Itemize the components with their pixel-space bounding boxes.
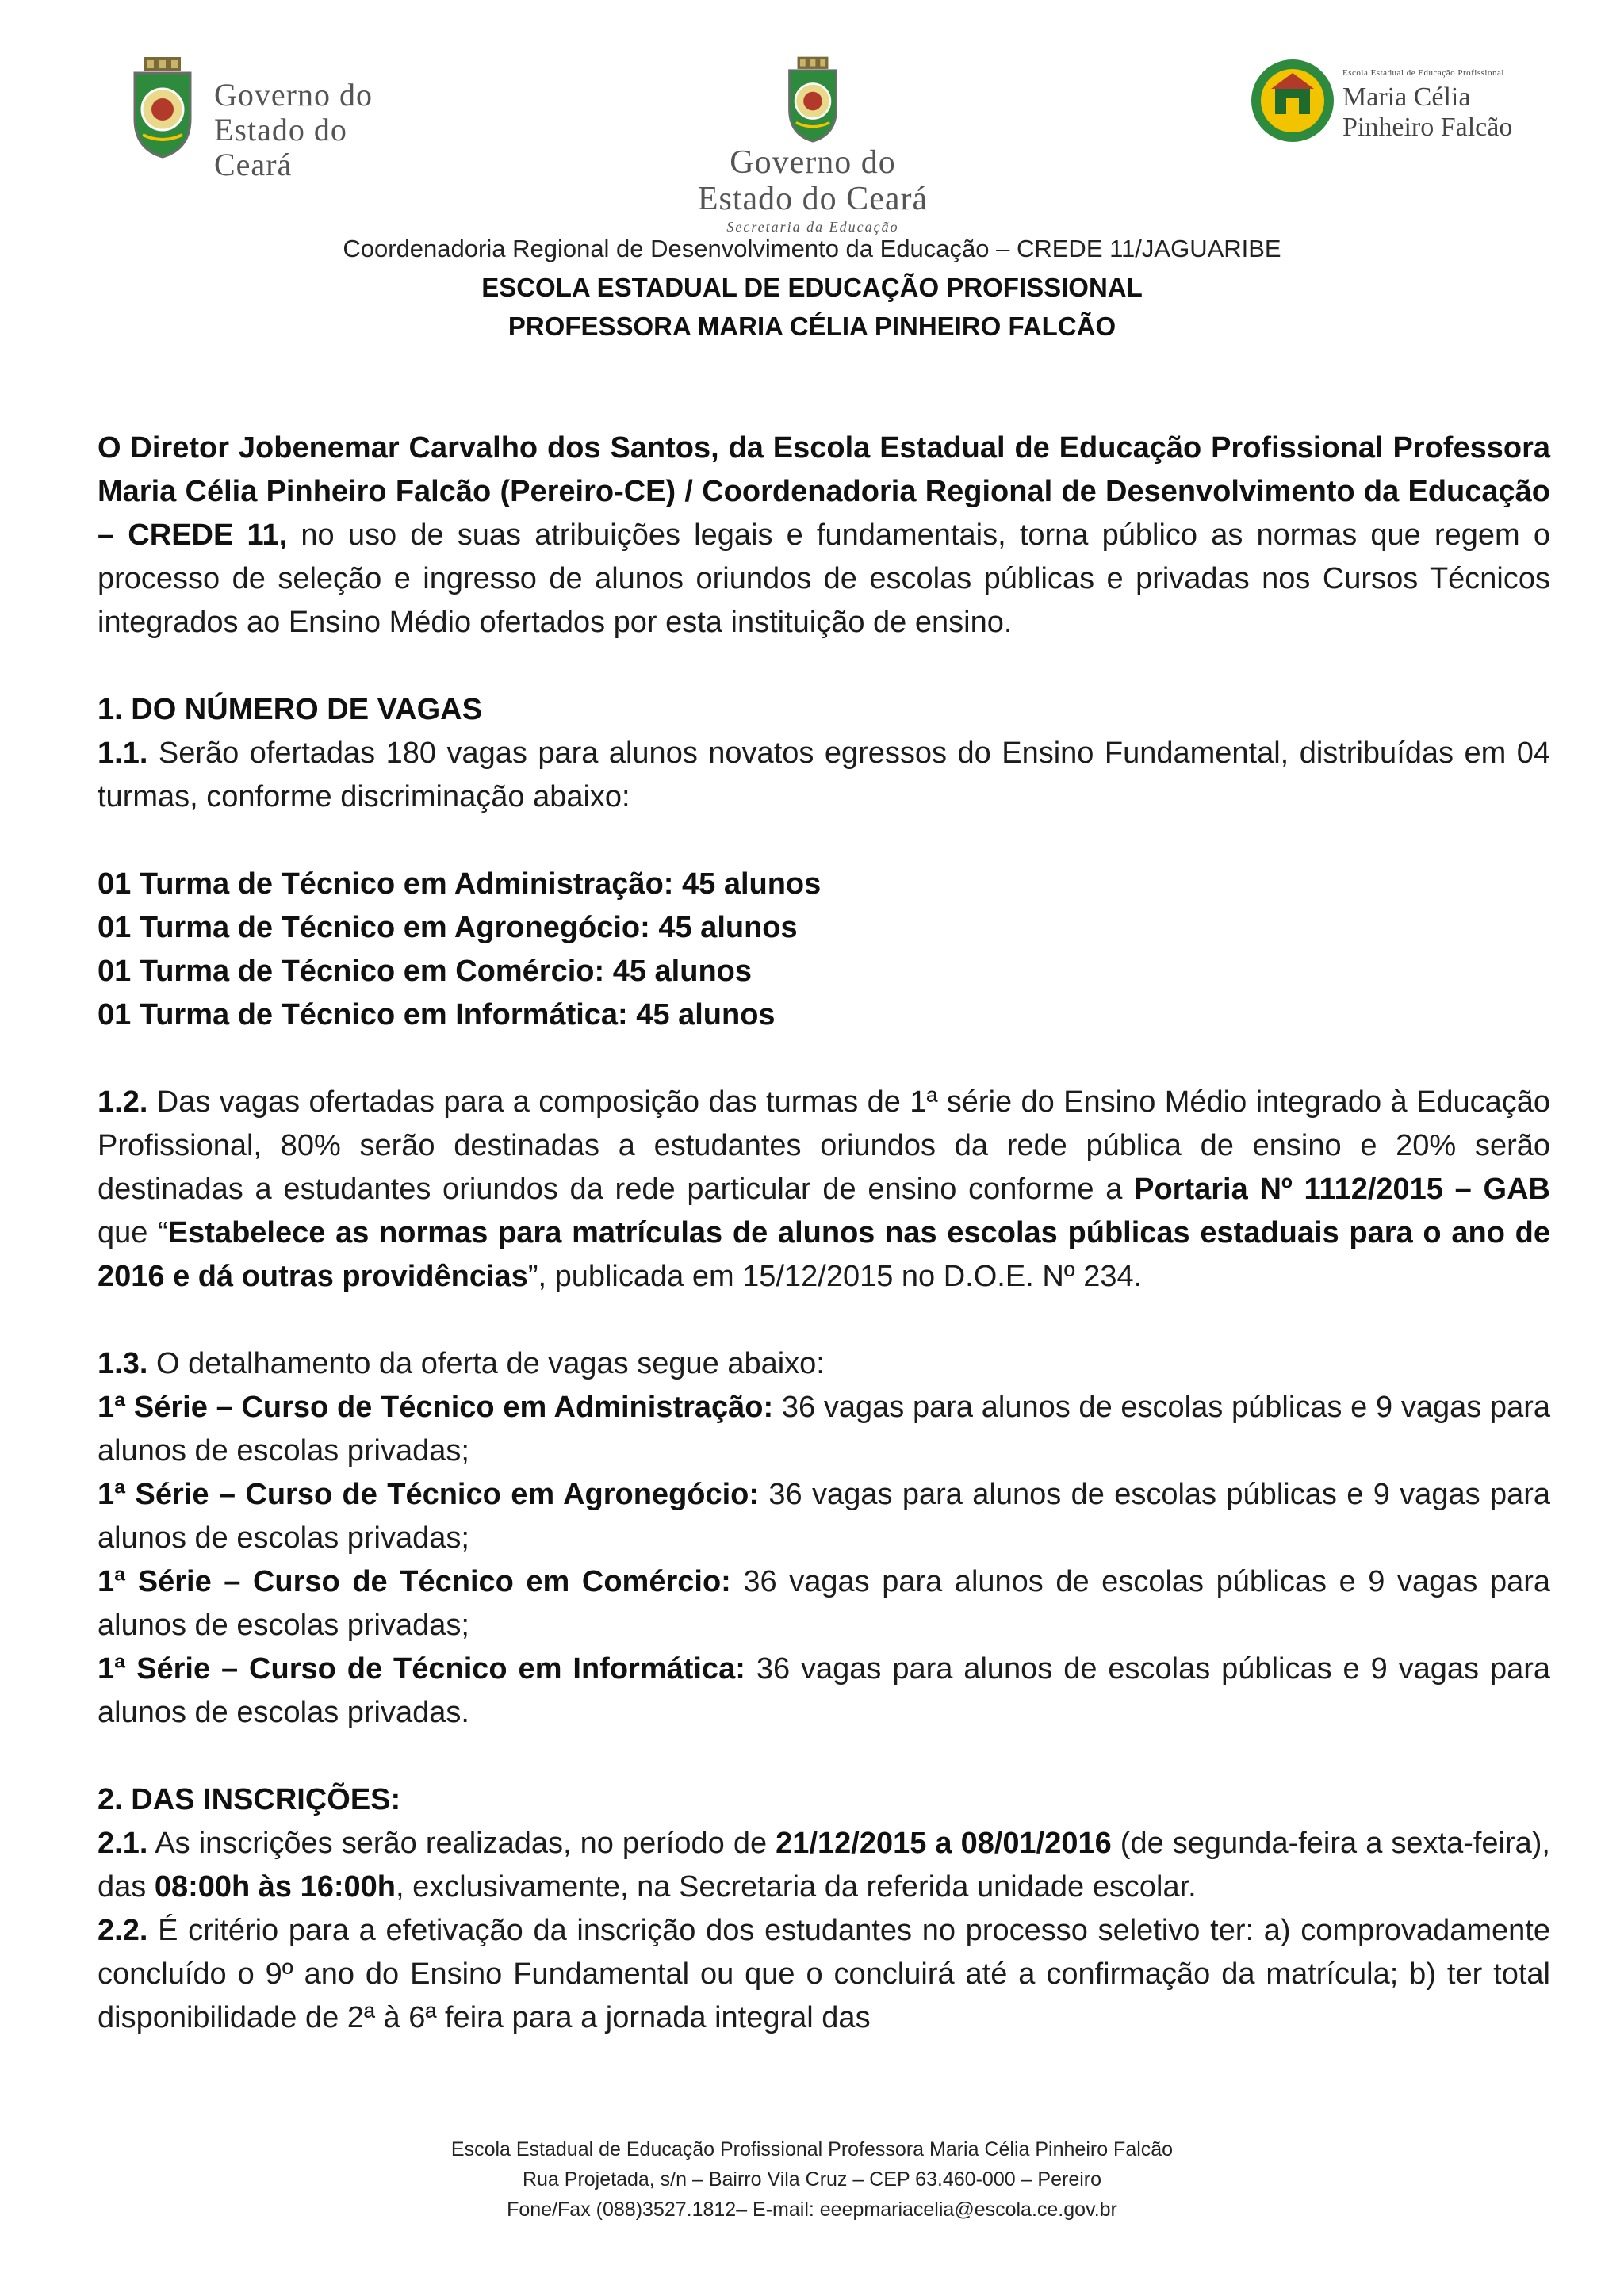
logo-center-line1: Governo do bbox=[730, 144, 896, 181]
paragraph-1-1: 1.1. Serão ofertadas 180 vagas para alunos novatos egressos do Ensino Fundamental, distribuídas em 04 turmas, conforme discriminação abaixo: bbox=[98, 737, 1550, 813]
oferta-item: 1ª Série – Curso de Técnico em Comércio: 36 vagas para alunos de escolas públicas e 9 vagas para alunos de escolas privadas; bbox=[98, 1565, 1550, 1642]
paragraph-1-3: 1.3. O detalhamento da oferta de vagas segue abaixo: bbox=[98, 1347, 825, 1380]
logo-center-subtitle: Secretaria da Educação bbox=[726, 219, 899, 235]
school-name-line1: ESCOLA ESTADUAL DE EDUCAÇÃO PROFISSIONAL bbox=[481, 273, 1143, 302]
logo-left-line2: Estado do Ceará bbox=[214, 112, 347, 182]
crede-heading: Coordenadoria Regional de Desenvolvimento da Educação – CREDE 11/JAGUARIBE bbox=[343, 235, 1281, 262]
intro-paragraph bbox=[98, 427, 1550, 645]
logo-right-line1: Maria Célia bbox=[1342, 82, 1471, 112]
page-footer bbox=[0, 2134, 1624, 2225]
document-body bbox=[98, 427, 1550, 2040]
ceara-crest-icon bbox=[781, 55, 845, 143]
ceara-crest-icon bbox=[127, 55, 198, 159]
footer-address: Rua Projetada, s/n – Bairro Vila Cruz – CEP 63.460-000 – Pereiro bbox=[522, 2168, 1102, 2191]
logo-right-line2: Pinheiro Falcão bbox=[1342, 113, 1513, 142]
school-emblem-icon bbox=[1249, 55, 1336, 147]
logo-left-line1: Governo do bbox=[214, 77, 373, 113]
oferta-item: 1ª Série – Curso de Técnico em Agronegócio: 36 vagas para alunos de escolas públicas e 9 vagas para alunos de escolas privadas; bbox=[98, 1478, 1551, 1555]
section1-title: 1. DO NÚMERO DE VAGAS bbox=[98, 693, 482, 726]
logo-right-small-text: Escola Estadual de Educação Profissional bbox=[1342, 68, 1504, 78]
paragraph-1-2: 1.2. Das vagas ofertadas para a composição das turmas de 1ª série do Ensino Médio integrado à Educação Profissional, 80% serão destinadas a estudantes oriundos da rede pública de ensino e 20% serão destinadas a estudantes oriundos da rede particular de ensino conforme a Portaria Nº 1112/2015 – GAB que “Estabelece as normas para matrículas de alunos nas escolas públicas estaduais para o ano de 2016 e dá outras providências”, publicada em 15/12/2015 no D.O.E. Nº 234. bbox=[98, 1085, 1550, 1293]
turma-item: 01 Turma de Técnico em Agronegócio: 45 alunos bbox=[98, 911, 798, 944]
oferta-item: 1ª Série – Curso de Técnico em Administração: 36 vagas para alunos de escolas públicas e 9 vagas para alunos de escolas privadas; bbox=[98, 1391, 1550, 1468]
turma-item: 01 Turma de Técnico em Informática: 45 alunos bbox=[98, 998, 776, 1031]
turma-item: 01 Turma de Técnico em Comércio: 45 alunos bbox=[98, 955, 752, 988]
logo-escola-maria-celia bbox=[1249, 55, 1534, 151]
school-name-line2: PROFESSORA MARIA CÉLIA PINHEIRO FALCÃO bbox=[508, 312, 1116, 341]
paragraph-2-2: 2.2. É critério para a efetivação da inscrição dos estudantes no processo seletivo ter: a) comprovadamente concluído o 9º ano do Ensino Fundamental ou que o concluirá até a confirmação da matrícula; b) ter total disponibilidade de 2ª à 6ª feira para a jornada integral das bbox=[98, 1914, 1550, 2034]
paragraph-2-1: 2.1. As inscrições serão realizadas, no período de 21/12/2015 a 08/01/2016 (de segunda-feira a sexta-feira), das 08:00h às 16:00h, exclusivamente, na Secretaria da referida unidade escolar. bbox=[98, 1827, 1550, 1904]
footer-contact: Fone/Fax (088)3527.1812– E-mail: eeepmariacelia@escola.ce.gov.br bbox=[507, 2198, 1117, 2221]
logo-governo-ceara-center bbox=[690, 55, 936, 235]
logo-center-line2: Estado do Ceará bbox=[697, 181, 929, 217]
section2-title: 2. DAS INSCRIÇÕES: bbox=[98, 1783, 401, 1816]
intro-text: no uso de suas atribuições legais e fundamentais, torna público as normas que regem o processo de seleção e ingresso de alunos oriundos de escolas públicas e privadas nos Cursos Técnicos integrados ao Ensino Médio ofertados por esta instituição de ensino. bbox=[98, 519, 1551, 639]
footer-school-name: Escola Estadual de Educação Profissional Professora Maria Célia Pinheiro Falcão bbox=[450, 2138, 1174, 2160]
turma-item: 01 Turma de Técnico em Administração: 45 alunos bbox=[98, 867, 822, 901]
intro-bold: O Diretor Jobenemar Carvalho dos Santos, da Escola Estadual de Educação Profissional Professora Maria Célia Pinheiro Falcão (Pereiro-CE) / Coordenadoria Regional de Desenvolvimento da Educação – CREDE 11, bbox=[98, 431, 1550, 552]
oferta-item: 1ª Série – Curso de Técnico em Informática: 36 vagas para alunos de escolas públicas e 9 vagas para alunos de escolas privadas. bbox=[98, 1652, 1551, 1729]
logo-governo-ceara-left bbox=[127, 55, 428, 182]
